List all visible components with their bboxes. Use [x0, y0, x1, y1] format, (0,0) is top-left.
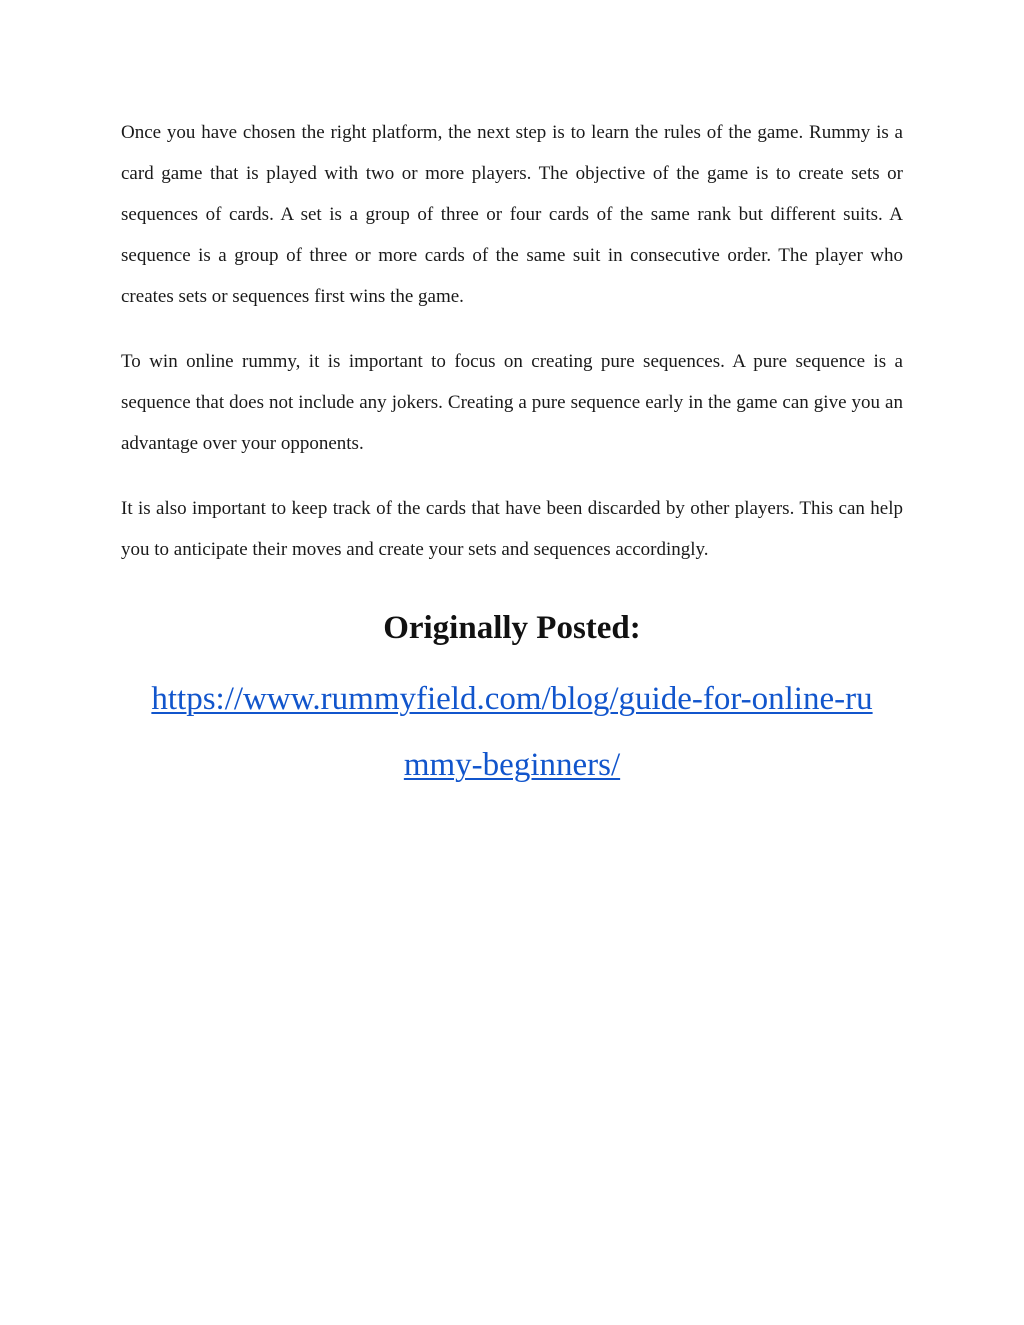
source-link[interactable] — [121, 666, 903, 798]
paragraph-discards: It is also important to keep track of the cards that have been discarded by other players. This can help you to anticipate their moves and create your sets and sequences accordingly. — [121, 498, 903, 560]
paragraph-rules: Once you have chosen the right platform, the next step is to learn the rules of the game. Rummy is a card game that is played with two or more players. The objective of the game is to create sets or sequences of cards. A set is a group of three or four cards of the same rank but different suits. A sequence is a group of three or more cards of the same suit in consecutive order. The player who creates sets or sequences first wins the game. — [121, 122, 903, 307]
document-page — [121, 112, 903, 798]
paragraph-pure-sequences: To win online rummy, it is important to focus on creating pure sequences. A pure sequence is a sequence that does not include any jokers. Creating a pure sequence early in the game can give you an advantage over your opponents. — [121, 351, 903, 454]
source-link-wrapper — [121, 666, 903, 798]
source-link-line-1: https://www.rummyfield.com/blog/guide-for-online-ru — [151, 681, 873, 717]
originally-posted-heading: Originally Posted: — [383, 610, 641, 646]
source-link-line-2: mmy-beginners/ — [403, 747, 621, 783]
